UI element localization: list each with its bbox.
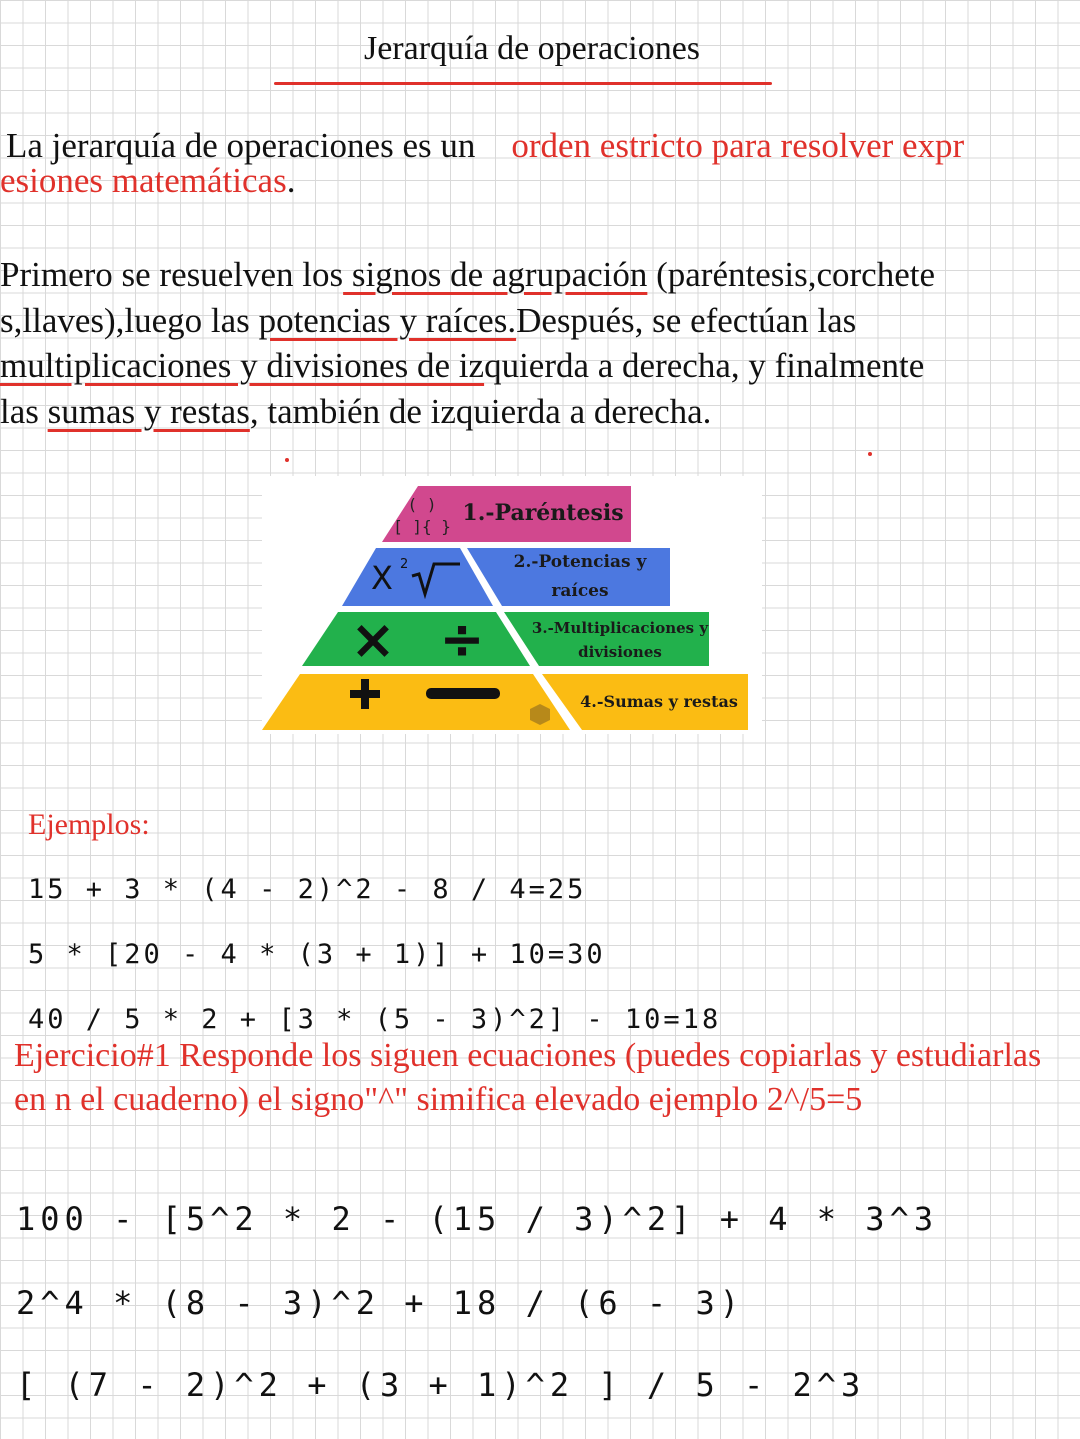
- grouping-signs-highlight: signos de agrupación: [343, 255, 648, 294]
- red-dot: [285, 458, 289, 462]
- pyramid-level-2-triangle: [342, 548, 493, 606]
- intro-highlight-cont: esiones matemáticas: [0, 161, 287, 200]
- rules-text: Después, se efectúan las: [516, 300, 857, 340]
- level-1-label: 1.-Paréntesis: [462, 500, 624, 526]
- powers-roots-highlight: potencias y raíces.: [258, 300, 517, 340]
- equation-3: [ (7 - 2)^2 + (3 + 1)^2 ] / 5 - 2^3: [16, 1366, 866, 1404]
- pyramid-level-3-triangle: [302, 612, 530, 666]
- intro-line-2: [0, 163, 1080, 198]
- plus-icon-v: [361, 679, 369, 709]
- intro-paragraph: [0, 128, 1080, 198]
- title-underline: [274, 82, 772, 85]
- rules-text: quierda a derecha, y finalmente: [484, 346, 925, 385]
- rules-line-3: [0, 343, 1075, 389]
- example-1: 15 + 3 * (4 - 2)^2 - 8 / 4=25: [28, 874, 587, 905]
- rules-text: s,llaves),luego las: [0, 300, 259, 340]
- intro-period: .: [286, 161, 296, 200]
- divide-icon: ÷: [439, 608, 485, 671]
- equation-2: 2^4 * (8 - 3)^2 + 18 / (6 - 3): [16, 1284, 744, 1322]
- intro-highlight: orden estricto para resolver expr: [511, 126, 965, 165]
- example-2: 5 * [20 - 4 * (3 + 1)] + 10=30: [28, 939, 606, 970]
- rules-paragraph: [0, 252, 1075, 434]
- rules-line-2: [0, 298, 1075, 344]
- operations-pyramid: [262, 476, 762, 734]
- exercise-heading: Ejercicio#1 Responde los siguen ecuaciones (puedes copiarlas y estudiarlas en n el cuaderno) el signo"^" simifica elevado ejemplo 2^/5=5: [14, 1037, 1042, 1118]
- level-3-label-line2: divisiones: [578, 643, 662, 661]
- rules-line-4: [0, 389, 1075, 435]
- rules-line-1: [0, 252, 1075, 298]
- rules-text: las: [0, 391, 48, 431]
- pyramid-graphic: [262, 476, 762, 734]
- mult-div-highlight: multiplicaciones y divisiones de iz: [0, 346, 485, 385]
- level-2-label-line1: 2.-Potencias y: [513, 552, 647, 572]
- exponent-icon: 2: [400, 557, 409, 572]
- example-3: 40 / 5 * 2 + [3 * (5 - 3)^2] - 10=18: [28, 1004, 722, 1035]
- minus-icon: [426, 688, 500, 699]
- pyramid-level-4-triangle: [262, 674, 570, 730]
- power-icon: X: [371, 559, 393, 597]
- brackets-icon: [ ]{ }: [393, 517, 451, 536]
- level-4-label: 4.-Sumas y restas: [580, 692, 738, 711]
- intro-text: La jerarquía de operaciones es un: [6, 126, 476, 165]
- intro-line-1: [0, 128, 1080, 163]
- rules-text: , también de izquierda a derecha.: [249, 391, 712, 431]
- equation-1: 100 - [5^2 * 2 - (15 / 3)^2] + 4 * 3^3: [16, 1200, 939, 1238]
- level-3-label-line1: 3.-Multiplicaciones y: [531, 619, 709, 637]
- sums-subtractions-highlight: sumas y restas: [47, 391, 250, 431]
- multiply-icon: ×: [350, 608, 396, 671]
- red-dot: [868, 452, 872, 456]
- page-title: Jerarquía de operaciones: [363, 30, 701, 67]
- level-2-label-line2: raíces: [551, 581, 609, 601]
- rules-text: (paréntesis,corchete: [647, 255, 935, 294]
- examples-label: Ejemplos:: [28, 808, 150, 841]
- parenthesis-icon: ( ): [407, 495, 437, 514]
- rules-text: Primero se resuelven los: [0, 255, 344, 294]
